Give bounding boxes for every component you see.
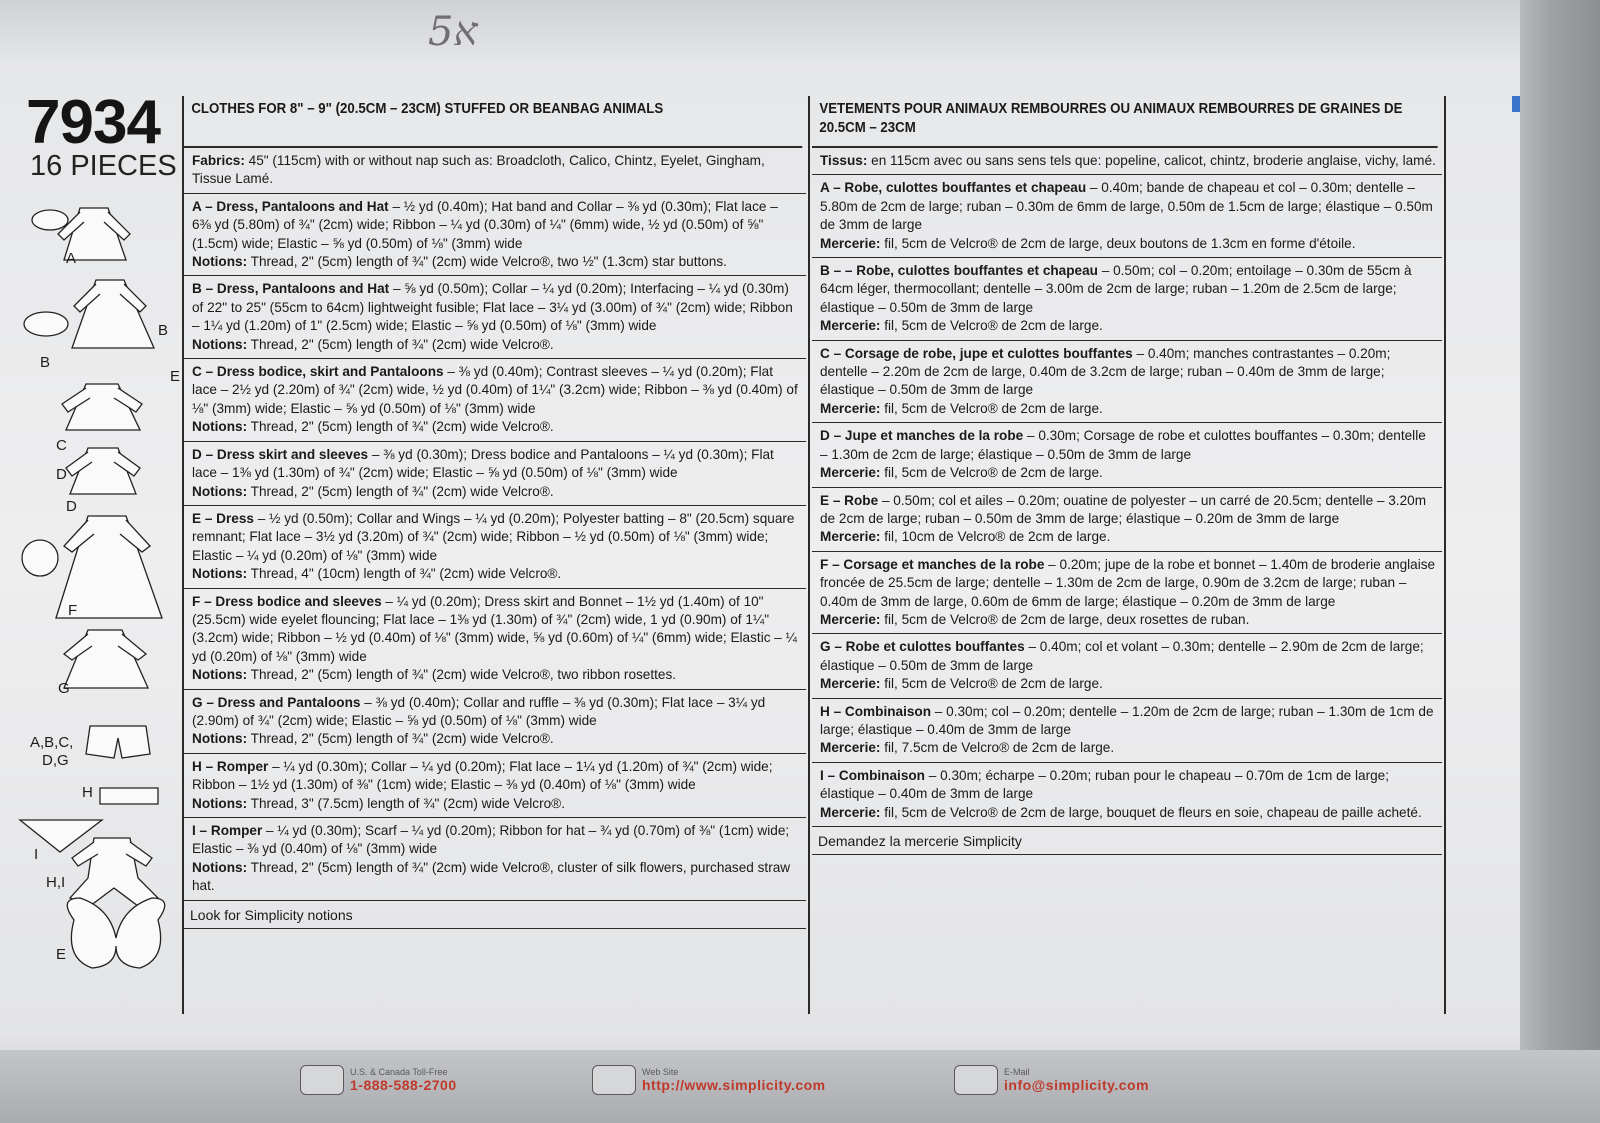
column-divider — [808, 96, 810, 1014]
view-yardage: – ½ yd (0.40m); Hat band and Collar – ⅜ yd (0.30m); Flat lace – 6⅜ yd (5.80m) of ¾" (2cm) wide; Ribbon – ¼ yd (0.30m) of ¼" (6mm) wide, ½ yd (0.50m) of ⅝" (1.5cm) wide; Elastic – ⅝ yd (0.50m) of ⅛" (3mm) wide — [192, 198, 778, 251]
view-heading: E – Robe — [820, 492, 879, 508]
view-heading: F – Dress bodice and sleeves — [192, 593, 382, 609]
view-requirements-row — [812, 699, 1442, 763]
garment-illustrations — [18, 198, 184, 998]
view-requirements-row — [812, 488, 1442, 552]
view-yardage: – 0.50m; col et ailes – 0.20m; ouatine de polyester – un carré de 20.5cm; dentelle – 3.20m de 2cm de large; ruban – 0.50m de 3mm de large; élastique – 0.20m de 3mm de large — [820, 492, 1427, 526]
view-label: D,G — [42, 752, 69, 769]
view-notions — [192, 730, 800, 748]
view-notions — [192, 336, 800, 354]
view-notions — [192, 418, 800, 436]
view-yardage: – ¼ yd (0.20m); Dress skirt and Bonnet – 1½ yd (1.40m) of 10" (25.5cm) wide eyelet flouncing; Flat lace – 1⅜ yd (1.30m) of ¾" (2cm) wide, 1 yd (0.90m) of 1¼" (3.2cm) wide; Ribbon – ½ yd (0.40m) of ⅛" (3mm) wide, ⅝ yd (0.60m) of ¼" (6mm) wide; Elastic – ¼ yd (0.20m) of ⅛" (3mm) wide — [192, 593, 797, 664]
view-notions — [192, 253, 800, 271]
view-yardage: – 0.40m; col et volant – 0.30m; dentelle – 2.90m de 2cm de large; élastique – 0.50m de 3mm de large — [820, 639, 1424, 673]
notions-text: fil, 5cm de Velcro® de 2cm de large. — [884, 318, 1103, 334]
view-yardage: – 0.30m; col – 0.20m; dentelle – 1.20m de 2cm de large; ruban – 1.30m de 1cm de large; élastique – 0.40m de 3mm de large — [820, 703, 1434, 737]
view-yardage: – 0.30m; Corsage de robe et culottes bouffantes – 0.30m; dentelle – 1.30m de 2cm de large; élastique – 0.50m de 3mm de large — [820, 428, 1426, 462]
english-footer: Look for Simplicity notions — [184, 901, 806, 929]
notions-text: Thread, 4" (10cm) length of ¾" (2cm) wide Velcro®. — [250, 566, 562, 582]
notions-label: Notions: — [192, 859, 248, 875]
view-label: D — [66, 498, 77, 515]
view-heading: A – Robe, culottes bouffantes et chapeau — [820, 180, 1087, 196]
phone-icon — [300, 1065, 344, 1095]
view-heading: C – Dress bodice, skirt and Pantaloons — [192, 364, 444, 380]
wings-e-illustration — [67, 898, 164, 968]
view-notions — [192, 795, 800, 813]
notions-label: Notions: — [192, 667, 248, 683]
view-yardage: – ¼ yd (0.30m); Scarf – ¼ yd (0.20m); Ribbon for hat – ¾ yd (0.70m) of ⅜" (1cm) wide; Elastic – ⅜ yd (0.40m) of ⅛" (3mm) wide — [192, 823, 790, 857]
contact-phone — [300, 1062, 457, 1098]
blue-tab-mark — [1512, 96, 1520, 112]
mail-icon — [954, 1065, 998, 1095]
view-notions — [192, 666, 800, 684]
view-requirements-row — [812, 175, 1442, 258]
view-heading: I – Romper — [192, 823, 263, 838]
notions-label: Mercerie: — [820, 676, 881, 692]
notions-text: Thread, 2" (5cm) length of ¾" (2cm) wide Velcro®. — [250, 419, 554, 435]
notions-label: Notions: — [192, 336, 248, 352]
french-fabrics — [812, 148, 1442, 175]
view-requirements-row — [812, 552, 1442, 635]
romper-illustration — [70, 838, 158, 906]
view-requirements-row — [812, 258, 1442, 341]
view-yardage: – ⅜ yd (0.30m); Dress bodice and Pantaloons – ¼ yd (0.30m); Flat lace – 1⅜ yd (1.30m) of ¾" (2cm) wide; Elastic – ⅝ yd (0.50m) of ⅛" (3mm) wide — [192, 446, 774, 481]
view-label: B — [158, 322, 169, 339]
notions-label: Mercerie: — [820, 740, 881, 756]
view-label: H — [82, 784, 93, 801]
style-number: 7934 — [26, 88, 160, 157]
view-heading: I – Combinaison — [820, 767, 925, 783]
notions-label: Notions: — [192, 795, 248, 811]
view-notions — [192, 565, 800, 583]
view-requirements-row — [812, 341, 1442, 424]
collar-h-illustration — [100, 788, 158, 804]
notions-label: Notions: — [192, 731, 248, 747]
view-notions — [820, 611, 1436, 629]
view-yardage: – ⅝ yd (0.50m); Collar – ¼ yd (0.20m); Interfacing – ¼ yd (0.30m) of 22" to 25" (55cm to 64cm) lightweight fusible; Flat lace – 3¼ yd (3.00m) of ¾" (2cm) wide; Ribbon – 1¼ yd (1.20m) of 1" (2.5cm) wide; Elastic – ⅝ yd (0.50m) of ⅛" (3mm) wide — [192, 281, 793, 334]
notions-text: Thread, 2" (5cm) length of ¾" (2cm) wide Velcro®. — [250, 731, 554, 747]
view-label: A,B,C, — [30, 734, 74, 751]
view-notions — [820, 400, 1436, 418]
view-heading: E – Dress — [192, 510, 254, 526]
phone-number: 1-888-588-2700 — [350, 1077, 457, 1093]
notions-text: Thread, 2" (5cm) length of ¾" (2cm) wide Velcro®. — [250, 336, 554, 352]
view-yardage: – 0.20m; jupe de la robe et bonnet – 1.40m de broderie anglaise froncée de 25.5cm de large; dentelle – 1.30m de 2cm de large, 0.90m de 3.2cm de large; ruban – 0.40m de 3mm de large, 0.60m de 6mm de large; élastique – 0.20m de 3mm de large — [820, 556, 1436, 609]
contact-email — [954, 1062, 1149, 1098]
piece-count: 16 PIECES — [30, 150, 177, 182]
pantaloons-illustration — [86, 726, 150, 758]
email-address[interactable]: info@simplicity.com — [1004, 1077, 1150, 1093]
view-yardage: – ⅜ yd (0.40m); Contrast sleeves – ¼ yd (0.20m); Flat lace – 2½ yd (2.20m) of ¾" (2cm) wide, ½ yd (0.40m) of 1¼" (3.2cm) wide; Ribbon – ⅜ yd (0.40m) of ⅛" (3mm) wide; Elastic – ⅝ yd (0.50m) of ⅛" (3mm) wide — [192, 364, 798, 416]
view-requirements-row — [184, 194, 806, 277]
english-yardage-column — [184, 96, 806, 929]
view-requirements-row — [184, 690, 806, 754]
view-heading: F – Corsage et manches de la robe — [820, 556, 1045, 572]
view-requirements-row — [184, 276, 806, 359]
fabrics-label: Tissus: — [820, 153, 868, 168]
view-label: D — [56, 466, 67, 483]
envelope-flap-right — [1520, 0, 1600, 1123]
notions-label: Mercerie: — [820, 529, 881, 545]
dress-g-illustration — [64, 630, 148, 688]
view-yardage: – 0.40m; manches contrastantes – 0.20m; dentelle – 2.20m de 2cm de large, 0.40m de 3.2cm de large; ruban – 0.40m de 3mm de large; élastique – 0.50m de 3mm de large — [820, 345, 1391, 398]
notions-label: Mercerie: — [820, 465, 881, 481]
view-requirements-row — [184, 359, 806, 442]
column-divider — [1444, 96, 1446, 1014]
notions-text: fil, 5cm de Velcro® de 2cm de large, bouquet de fleurs en soie, chapeau de paille acheté. — [884, 804, 1422, 820]
french-yardage-column — [812, 96, 1442, 855]
view-notions — [820, 317, 1436, 335]
notions-text: Thread, 2" (5cm) length of ¾" (2cm) wide Velcro®, two ½" (1.3cm) star buttons. — [250, 254, 727, 270]
french-footer: Demandez la mercerie Simplicity — [812, 827, 1442, 855]
view-requirements-row — [812, 634, 1442, 698]
notions-label: Mercerie: — [820, 318, 881, 334]
french-view-list — [812, 175, 1442, 827]
view-notions — [820, 804, 1436, 822]
website-link[interactable]: http://www.simplicity.com — [642, 1077, 826, 1093]
view-label: A — [66, 250, 77, 267]
view-label: F — [68, 602, 78, 619]
view-requirements-row — [812, 763, 1442, 827]
fabrics-label: Fabrics: — [192, 153, 245, 168]
notions-label: Mercerie: — [820, 611, 881, 627]
bonnet-f-illustration — [22, 540, 58, 576]
hat-b-illustration — [24, 312, 68, 336]
notions-text: fil, 5cm de Velcro® de 2cm de large, deux rosettes de ruban. — [884, 611, 1250, 627]
view-requirements-row — [184, 589, 806, 690]
notions-label: Notions: — [192, 483, 248, 499]
view-label: I — [34, 846, 39, 863]
notions-text: Thread, 2" (5cm) length of ¾" (2cm) wide Velcro®, two ribbon rosettes. — [250, 667, 677, 683]
view-label: G — [58, 680, 70, 697]
notions-label: Notions: — [192, 419, 248, 435]
view-heading: D – Jupe et manches de la robe — [820, 428, 1024, 444]
website-label: Web Site — [642, 1067, 679, 1077]
view-notions — [192, 483, 800, 501]
view-heading: B – Dress, Pantaloons and Hat — [192, 281, 390, 297]
dress-b-illustration — [72, 280, 154, 348]
view-yardage: – 0.30m; écharpe – 0.20m; ruban pour le chapeau – 0.70m de 1cm de large; élastique – 0.40m de 3mm de large — [820, 767, 1389, 802]
view-requirements-row — [184, 818, 806, 901]
notions-text: fil, 5cm de Velcro® de 2cm de large. — [884, 465, 1103, 481]
view-heading: C – Corsage de robe, jupe et culottes bouffantes — [820, 345, 1133, 361]
view-notions — [192, 859, 800, 896]
view-requirements-row — [184, 754, 806, 818]
view-notions — [820, 235, 1436, 253]
view-yardage: – ⅜ yd (0.40m); Collar and ruffle – ⅜ yd (0.30m); Flat lace – 3¼ yd (2.90m) of ¾" (2cm) wide; Elastic – ⅝ yd (0.50m) of ⅛" (3mm) wide — [192, 694, 766, 728]
view-notions — [820, 675, 1436, 693]
english-fabrics — [184, 148, 806, 194]
english-view-list — [184, 194, 806, 901]
fabrics-text: en 115cm avec ou sans sens tels que: popeline, calicot, chintz, broderie anglaise, vichy, lamé. — [871, 153, 1436, 168]
view-label: C — [56, 437, 67, 454]
view-notions — [820, 464, 1436, 482]
notions-text: Thread, 2" (5cm) length of ¾" (2cm) wide Velcro®. — [250, 483, 554, 499]
notions-text: Thread, 2" (5cm) length of ¾" (2cm) wide Velcro®, cluster of silk flowers, purchased straw hat. — [192, 859, 791, 894]
notions-text: fil, 7.5cm de Velcro® de 2cm de large. — [884, 740, 1115, 756]
view-yardage: – 0.50m; col – 0.20m; entoilage – 0.30m de 55cm à 64cm léger, thermocollant; dentelle – 3.00m de 2cm de large; ruban – 1.20m de 2.5cm de large; élastique – 0.50m de 3mm de large — [820, 263, 1412, 315]
notions-label: Mercerie: — [820, 235, 881, 251]
notions-label: Mercerie: — [820, 400, 881, 416]
computer-icon — [592, 1065, 636, 1095]
view-label: E — [170, 368, 181, 385]
view-label: B — [40, 354, 51, 371]
fabrics-text: 45" (115cm) with or without nap such as: Broadcloth, Calico, Chintz, Eyelet, Gingham, Tissue Lamé. — [192, 153, 765, 187]
english-title: CLOTHES FOR 8" – 9" (20.5CM – 23CM) STUFFED OR BEANBAG ANIMALS — [184, 96, 802, 148]
french-title: VETEMENTS POUR ANIMAUX REMBOURRES OU ANIMAUX REMBOURRES DE GRAINES DE 20.5CM – 23CM — [812, 96, 1438, 148]
view-requirements-row — [812, 423, 1442, 487]
view-notions — [820, 739, 1436, 757]
view-label: E — [56, 946, 67, 963]
phone-label: U.S. & Canada Toll-Free — [350, 1067, 448, 1077]
handwritten-note: ﬡ5 — [428, 9, 478, 55]
view-heading: H – Romper — [192, 758, 269, 774]
notions-text: fil, 5cm de Velcro® de 2cm de large. — [884, 400, 1103, 416]
view-heading: A – Dress, Pantaloons and Hat — [192, 198, 389, 214]
notions-label: Notions: — [192, 566, 248, 582]
view-yardage: – 0.40m; bande de chapeau et col – 0.30m; dentelle – 5.80m de 2cm de large; ruban – 0.30m de 6mm de large, 0.50m de 1.5cm de large; élastique – 0.50m de 3mm de large — [820, 180, 1433, 233]
hat-a-illustration — [32, 210, 68, 230]
view-heading: D – Dress skirt and sleeves — [192, 446, 369, 462]
notions-label: Notions: — [192, 254, 248, 270]
contact-website — [592, 1062, 826, 1098]
view-heading: B – – Robe, culottes bouffantes et chapeau — [820, 263, 1098, 279]
view-requirements-row — [184, 506, 806, 589]
email-label: E-Mail — [1004, 1067, 1030, 1077]
notions-text: fil, 5cm de Velcro® de 2cm de large, deux boutons de 1.3cm en forme d'étoile. — [884, 235, 1356, 251]
view-requirements-row — [184, 442, 806, 506]
view-heading: G – Robe et culottes bouffantes — [820, 639, 1025, 655]
view-heading: G – Dress and Pantaloons — [192, 694, 361, 710]
view-yardage: – ½ yd (0.50m); Collar and Wings – ¼ yd (0.20m); Polyester batting – 8" (20.5cm) square remnant; Flat lace – 3½ yd (3.20m) of ¾" (2cm) wide; Ribbon – ½ yd (0.50m) of ⅛" (3mm) wide; Elastic – ¼ yd (0.20m) of ⅛" (3mm) wide — [192, 510, 795, 563]
notions-text: Thread, 3" (7.5cm) length of ¾" (2cm) wide Velcro®. — [250, 795, 565, 811]
notions-label: Mercerie: — [820, 804, 881, 820]
view-label: H,I — [46, 874, 66, 891]
view-heading: H – Combinaison — [820, 703, 932, 719]
notions-text: fil, 5cm de Velcro® de 2cm de large. — [884, 676, 1103, 692]
view-notions — [820, 528, 1436, 546]
notions-text: fil, 10cm de Velcro® de 2cm de large. — [884, 529, 1111, 545]
view-yardage: – ¼ yd (0.30m); Collar – ¼ yd (0.20m); Flat lace – 1¼ yd (1.20m) of ¾" (2cm) wide; Ribbon – 1½ yd (1.30m) of ⅜" (1cm) wide; Elastic – ⅜ yd (0.40m) of ⅛" (3mm) wide — [192, 758, 773, 793]
